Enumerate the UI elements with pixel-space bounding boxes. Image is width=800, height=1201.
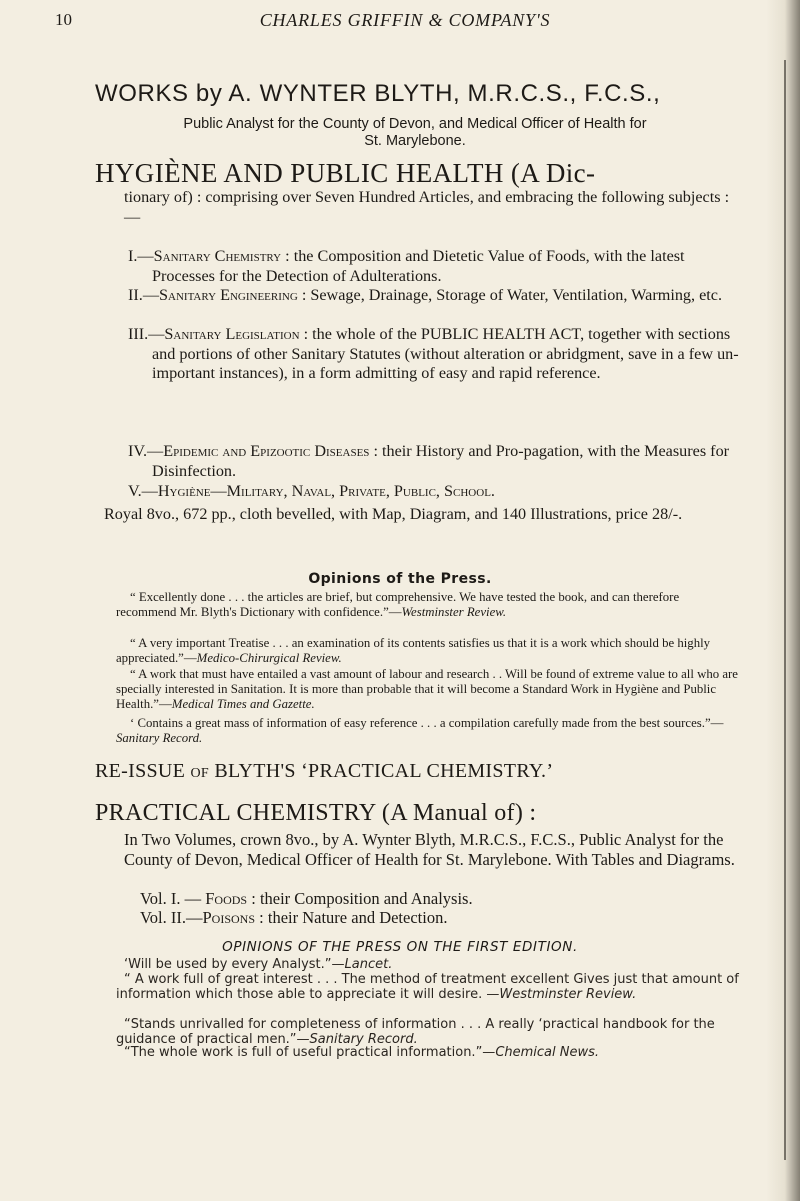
subject-number: II.— <box>128 286 160 304</box>
volume-line <box>140 908 447 928</box>
page-edge-shadow <box>766 0 800 1201</box>
first-edition-quote <box>116 1018 740 1048</box>
author-credentials-line-1: Public Analyst for the County of Devon, and Medical Officer of Health for <box>183 116 647 132</box>
quote-text: “ A very important Treatise . . . an examination of its contents satisfies us that it is a work which should be highly appreciated.”— <box>116 636 711 666</box>
press-quote <box>116 716 740 746</box>
quote-source: Westminster Review. <box>401 605 507 620</box>
quote-source: Sanitary Record. <box>309 1031 418 1047</box>
quote-text: “ Excellently done . . . the articles are brief, but comprehensive. We have tested the book, and can therefore recommend Mr. Blyth's Dictionary with confidence.”— <box>116 590 680 620</box>
hygiene-title: HYGIÈNE AND PUBLIC HEALTH (A Dic- <box>95 158 596 188</box>
subject-item <box>128 482 744 502</box>
hygiene-intro: tionary of) : comprising over Seven Hundred Articles, and embracing the following subjects :— <box>124 188 730 226</box>
page-gutter-line <box>784 60 786 1160</box>
practical-chemistry-title: PRACTICAL CHEMISTRY (A Manual of) : <box>95 800 537 826</box>
subject-text: : the Composition and Dietetic Value of Foods, with the latest Processes for the Detection of Adulterations. <box>152 247 685 285</box>
first-edition-quote <box>116 973 740 1003</box>
volume-line <box>140 889 473 909</box>
quote-source: Medical Times and Gazette. <box>171 697 315 712</box>
page-header <box>55 10 755 40</box>
price-line: Royal 8vo., 672 pp., cloth bevelled, with Map, Diagram, and 140 Illustrations, price 28/-. <box>104 505 683 523</box>
quote-source: Chemical News. <box>495 1045 600 1060</box>
subject-number: V.— <box>128 482 158 500</box>
quote-text: “The whole work is full of useful practical information.”— <box>124 1045 496 1060</box>
subject-number: I.— <box>128 247 154 265</box>
reissue-title: BLYTH'S ‘PRACTICAL CHEMISTRY.’ <box>214 760 554 782</box>
volume-heading: Poisons <box>202 908 256 927</box>
quote-source: Sanitary Record. <box>116 731 203 746</box>
page-number: 10 <box>55 10 72 29</box>
press-quote <box>116 636 740 666</box>
subject-number: III.— <box>128 325 165 343</box>
subject-item <box>128 325 744 384</box>
quote-text: ‘Will be used by every Analyst.”— <box>124 957 345 972</box>
subject-number: IV.— <box>128 442 164 460</box>
reissue-heading <box>95 760 553 783</box>
volume-label: Vol. II.— <box>140 908 203 927</box>
subject-item <box>128 442 744 481</box>
subject-heading: Epidemic and Epizootic Diseases <box>163 442 370 460</box>
volume-text: : their Composition and Analysis. <box>247 889 473 908</box>
subject-text: : the whole of the PUBLIC HEALTH ACT, together with sections and portions of other Sanitary Statutes (without alteration or abridgment, save in a few un-important instances), in a form admitting of easy and rapid reference. <box>152 325 739 383</box>
first-edition-quote <box>116 1046 740 1061</box>
subject-heading: Sanitary Engineering <box>159 286 298 304</box>
volume-label: Vol. I. — <box>140 889 206 908</box>
author-heading: WORKS by A. WYNTER BLYTH, M.R.C.S., F.C.S., <box>95 80 661 107</box>
quote-text: “ A work that must have entailed a vast amount of labour and research . . Will be found of extreme value to all who are specially interested in Sanitation. It is more than probable that it will become a Standard Work in Hygiène and Public Health.”— <box>116 667 738 712</box>
first-edition-quote <box>116 958 740 973</box>
subject-text: : their History and Pro-pagation, with the Measures for Disinfection. <box>152 442 730 480</box>
press-quote <box>116 667 740 713</box>
first-edition-heading: OPINIONS OF THE PRESS ON THE FIRST EDITION. <box>222 939 578 955</box>
volume-heading: Foods <box>205 889 248 908</box>
subject-heading: Hygiène—Military, Naval, Private, Public, School. <box>157 482 495 500</box>
reissue-of: OF <box>190 766 209 781</box>
practical-chemistry-description: In Two Volumes, crown 8vo., by A. Wynter Blyth, M.R.C.S., F.C.S., Public Analyst for the County of Devon, Medical Officer of Health for St. Marylebone. With Tables and Diagrams. <box>124 830 735 869</box>
subject-text: : Sewage, Drainage, Storage of Water, Ventilation, Warming, etc. <box>297 286 723 304</box>
quote-text: ‘ Contains a great mass of information of easy reference . . . a compilation carefully made from the best sources.”— <box>130 716 724 730</box>
subject-item <box>128 286 744 306</box>
quote-source: Lancet. <box>344 957 393 972</box>
quote-source: Westminster Review. <box>499 986 637 1002</box>
press-quote <box>116 590 740 620</box>
reissue-prefix: RE-ISSUE <box>95 760 186 782</box>
subject-heading: Sanitary Chemistry <box>153 247 282 265</box>
subject-heading: Sanitary Legislation <box>164 325 300 343</box>
volume-text: : their Nature and Detection. <box>255 908 448 927</box>
running-title: CHARLES GRIFFIN & COMPANY'S <box>259 10 551 30</box>
author-credentials <box>95 116 735 150</box>
press-heading: Opinions of the Press. <box>308 571 492 587</box>
quote-text: “ A work full of great interest . . . The method of treatment excellent Gives just that amount of information which those able to appreciate it will desire. — <box>116 972 739 1002</box>
author-credentials-line-2: St. Marylebone. <box>364 133 466 149</box>
quote-source: Medico-Chirurgical Review. <box>196 651 342 666</box>
quote-text: “Stands unrivalled for completeness of information . . . A really ‘practical handbook for the guidance of practical men.”— <box>116 1017 715 1047</box>
subject-item <box>128 247 744 286</box>
